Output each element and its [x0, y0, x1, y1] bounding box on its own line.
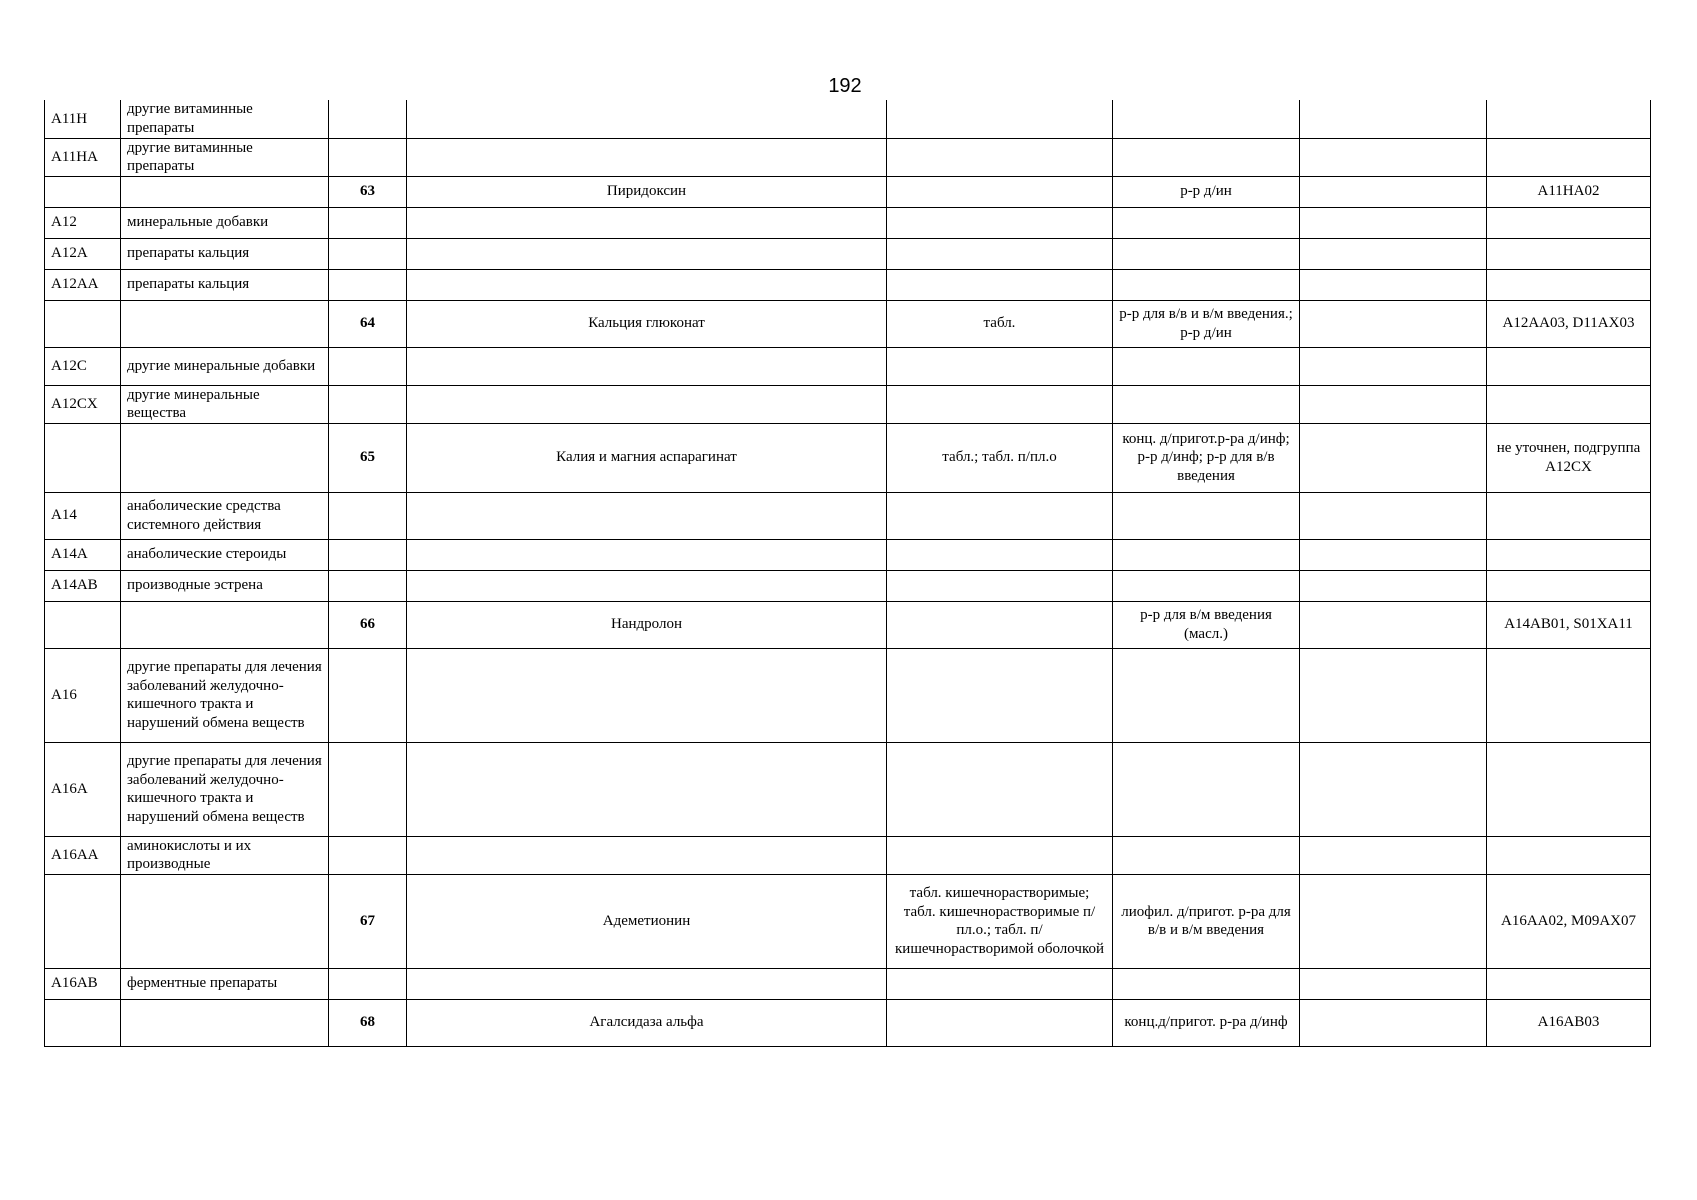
- atc-code-cell: [1487, 347, 1651, 385]
- table-row: [45, 385, 1651, 423]
- atc-code-cell: [1487, 385, 1651, 423]
- atc-group-code-cell: A14: [45, 492, 121, 539]
- item-number-cell: [329, 570, 407, 601]
- atc-code-cell: не уточнен, подгруппа A12CX: [1487, 423, 1651, 492]
- atc-code-cell: [1487, 648, 1651, 742]
- dosage-form-oral-cell: [887, 742, 1113, 836]
- group-name-cell: [121, 874, 329, 968]
- dosage-form-injection-cell: конц. д/пригот.р-ра д/инф; р-р д/инф; р-р для в/в введения: [1113, 423, 1300, 492]
- dosage-form-oral-cell: [887, 999, 1113, 1046]
- dosage-form-oral-cell: [887, 269, 1113, 300]
- dosage-form-injection-cell: [1113, 539, 1300, 570]
- item-number-cell: [329, 742, 407, 836]
- atc-code-cell: [1487, 836, 1651, 874]
- group-name-cell: другие препараты для лечения заболеваний желудочно-кишечного тракта и нарушений обмена веществ: [121, 648, 329, 742]
- dosage-form-injection-cell: р-р д/ин: [1113, 176, 1300, 207]
- dosage-form-injection-cell: [1113, 570, 1300, 601]
- dosage-form-oral-cell: табл. кишечнорастворимые; табл. кишечнорастворимые п/пл.о.; табл. п/кишечнорастворимой оболочкой: [887, 874, 1113, 968]
- atc-group-code-cell: A16A: [45, 742, 121, 836]
- atc-code-cell: [1487, 570, 1651, 601]
- dosage-form-other-cell: [1300, 968, 1487, 999]
- dosage-form-injection-cell: [1113, 207, 1300, 238]
- item-number-cell: [329, 138, 407, 176]
- page-number: 192: [828, 75, 862, 97]
- table-row: [45, 874, 1651, 968]
- dosage-form-oral-cell: [887, 176, 1113, 207]
- atc-code-cell: [1487, 492, 1651, 539]
- item-number-cell: [329, 968, 407, 999]
- drug-name-cell: Нандролон: [407, 601, 887, 648]
- dosage-form-injection-cell: [1113, 385, 1300, 423]
- table-row: [45, 539, 1651, 570]
- drug-name-cell: Пиридоксин: [407, 176, 887, 207]
- group-name-cell: [121, 176, 329, 207]
- dosage-form-oral-cell: [887, 968, 1113, 999]
- atc-code-cell: A16AA02, M09AX07: [1487, 874, 1651, 968]
- drug-name-cell: Агалсидаза альфа: [407, 999, 887, 1046]
- dosage-form-oral-cell: [887, 648, 1113, 742]
- drug-name-cell: [407, 648, 887, 742]
- dosage-form-injection-cell: [1113, 968, 1300, 999]
- dosage-form-injection-cell: [1113, 836, 1300, 874]
- table-row: [45, 968, 1651, 999]
- atc-group-code-cell: [45, 999, 121, 1046]
- atc-group-code-cell: A14AB: [45, 570, 121, 601]
- group-name-cell: минеральные добавки: [121, 207, 329, 238]
- atc-code-cell: [1487, 968, 1651, 999]
- drug-name-cell: [407, 238, 887, 269]
- atc-group-code-cell: A16AB: [45, 968, 121, 999]
- atc-code-cell: A12AA03, D11AX03: [1487, 300, 1651, 347]
- atc-code-cell: [1487, 238, 1651, 269]
- table-row: [45, 836, 1651, 874]
- atc-group-code-cell: [45, 300, 121, 347]
- group-name-cell: анаболические средства системного действия: [121, 492, 329, 539]
- dosage-form-oral-cell: [887, 539, 1113, 570]
- item-number-cell: 66: [329, 601, 407, 648]
- dosage-form-injection-cell: [1113, 238, 1300, 269]
- table-row: [45, 176, 1651, 207]
- dosage-form-other-cell: [1300, 207, 1487, 238]
- drug-name-cell: [407, 742, 887, 836]
- drug-table: [44, 100, 1651, 1047]
- table-row: [45, 570, 1651, 601]
- item-number-cell: [329, 539, 407, 570]
- dosage-form-other-cell: [1300, 176, 1487, 207]
- table-body: [45, 100, 1651, 1046]
- atc-code-cell: A16AB03: [1487, 999, 1651, 1046]
- item-number-cell: [329, 207, 407, 238]
- dosage-form-other-cell: [1300, 385, 1487, 423]
- table-row: [45, 492, 1651, 539]
- table-row: [45, 300, 1651, 347]
- item-number-cell: [329, 100, 407, 138]
- group-name-cell: другие витаминные препараты: [121, 138, 329, 176]
- dosage-form-injection-cell: р-р для в/м введения (масл.): [1113, 601, 1300, 648]
- dosage-form-injection-cell: [1113, 138, 1300, 176]
- dosage-form-oral-cell: [887, 836, 1113, 874]
- dosage-form-other-cell: [1300, 570, 1487, 601]
- group-name-cell: другие минеральные добавки: [121, 347, 329, 385]
- group-name-cell: [121, 601, 329, 648]
- dosage-form-other-cell: [1300, 138, 1487, 176]
- table-row: [45, 347, 1651, 385]
- item-number-cell: 67: [329, 874, 407, 968]
- dosage-form-oral-cell: [887, 347, 1113, 385]
- drug-name-cell: [407, 385, 887, 423]
- group-name-cell: [121, 300, 329, 347]
- dosage-form-oral-cell: [887, 238, 1113, 269]
- dosage-form-oral-cell: [887, 207, 1113, 238]
- dosage-form-other-cell: [1300, 601, 1487, 648]
- atc-code-cell: [1487, 742, 1651, 836]
- dosage-form-other-cell: [1300, 874, 1487, 968]
- atc-group-code-cell: A14A: [45, 539, 121, 570]
- dosage-form-oral-cell: [887, 601, 1113, 648]
- drug-name-cell: Калия и магния аспарагинат: [407, 423, 887, 492]
- item-number-cell: [329, 648, 407, 742]
- group-name-cell: производные эстрена: [121, 570, 329, 601]
- drug-name-cell: [407, 207, 887, 238]
- table-row: [45, 999, 1651, 1046]
- item-number-cell: [329, 347, 407, 385]
- atc-group-code-cell: A16AA: [45, 836, 121, 874]
- dosage-form-injection-cell: [1113, 100, 1300, 138]
- item-number-cell: 64: [329, 300, 407, 347]
- atc-group-code-cell: [45, 176, 121, 207]
- dosage-form-injection-cell: [1113, 648, 1300, 742]
- atc-group-code-cell: [45, 423, 121, 492]
- item-number-cell: [329, 385, 407, 423]
- dosage-form-injection-cell: конц.д/пригот. р-ра д/инф: [1113, 999, 1300, 1046]
- group-name-cell: аминокислоты и их производные: [121, 836, 329, 874]
- atc-code-cell: [1487, 539, 1651, 570]
- atc-group-code-cell: A11HA: [45, 138, 121, 176]
- dosage-form-other-cell: [1300, 648, 1487, 742]
- atc-code-cell: [1487, 269, 1651, 300]
- dosage-form-injection-cell: р-р для в/в и в/м введения.; р-р д/ин: [1113, 300, 1300, 347]
- table-row: [45, 238, 1651, 269]
- dosage-form-other-cell: [1300, 742, 1487, 836]
- table-row: [45, 423, 1651, 492]
- atc-group-code-cell: A12A: [45, 238, 121, 269]
- atc-code-cell: [1487, 100, 1651, 138]
- dosage-form-oral-cell: [887, 100, 1113, 138]
- drug-name-cell: [407, 968, 887, 999]
- dosage-form-oral-cell: табл.: [887, 300, 1113, 347]
- atc-group-code-cell: [45, 874, 121, 968]
- dosage-form-injection-cell: [1113, 347, 1300, 385]
- group-name-cell: ферментные препараты: [121, 968, 329, 999]
- dosage-form-oral-cell: [887, 385, 1113, 423]
- group-name-cell: [121, 999, 329, 1046]
- dosage-form-other-cell: [1300, 999, 1487, 1046]
- drug-name-cell: [407, 269, 887, 300]
- dosage-form-oral-cell: табл.; табл. п/пл.о: [887, 423, 1113, 492]
- group-name-cell: препараты кальция: [121, 269, 329, 300]
- group-name-cell: другие препараты для лечения заболеваний желудочно-кишечного тракта и нарушений обмена веществ: [121, 742, 329, 836]
- item-number-cell: 65: [329, 423, 407, 492]
- dosage-form-oral-cell: [887, 570, 1113, 601]
- drug-name-cell: [407, 836, 887, 874]
- dosage-form-injection-cell: [1113, 492, 1300, 539]
- table-row: [45, 601, 1651, 648]
- atc-code-cell: A14AB01, S01XA11: [1487, 601, 1651, 648]
- dosage-form-other-cell: [1300, 347, 1487, 385]
- dosage-form-other-cell: [1300, 238, 1487, 269]
- group-name-cell: анаболические стероиды: [121, 539, 329, 570]
- item-number-cell: [329, 492, 407, 539]
- dosage-form-injection-cell: [1113, 742, 1300, 836]
- item-number-cell: [329, 238, 407, 269]
- atc-group-code-cell: A12CX: [45, 385, 121, 423]
- dosage-form-injection-cell: лиофил. д/пригот. р-ра для в/в и в/м введения: [1113, 874, 1300, 968]
- drug-name-cell: Адеметионин: [407, 874, 887, 968]
- table-row: [45, 269, 1651, 300]
- dosage-form-other-cell: [1300, 492, 1487, 539]
- atc-group-code-cell: A12C: [45, 347, 121, 385]
- atc-code-cell: [1487, 138, 1651, 176]
- group-name-cell: препараты кальция: [121, 238, 329, 269]
- atc-group-code-cell: A12: [45, 207, 121, 238]
- dosage-form-other-cell: [1300, 423, 1487, 492]
- item-number-cell: 63: [329, 176, 407, 207]
- drug-name-cell: [407, 138, 887, 176]
- table-row: [45, 207, 1651, 238]
- drug-name-cell: [407, 539, 887, 570]
- drug-name-cell: [407, 492, 887, 539]
- atc-code-cell: [1487, 207, 1651, 238]
- atc-code-cell: A11HA02: [1487, 176, 1651, 207]
- group-name-cell: другие витаминные препараты: [121, 100, 329, 138]
- atc-group-code-cell: [45, 601, 121, 648]
- item-number-cell: [329, 836, 407, 874]
- drug-name-cell: [407, 347, 887, 385]
- atc-group-code-cell: A16: [45, 648, 121, 742]
- dosage-form-oral-cell: [887, 492, 1113, 539]
- item-number-cell: 68: [329, 999, 407, 1046]
- dosage-form-other-cell: [1300, 100, 1487, 138]
- group-name-cell: другие минеральные вещества: [121, 385, 329, 423]
- atc-group-code-cell: A12AA: [45, 269, 121, 300]
- table-row: [45, 100, 1651, 138]
- dosage-form-injection-cell: [1113, 269, 1300, 300]
- table-row: [45, 742, 1651, 836]
- atc-group-code-cell: A11H: [45, 100, 121, 138]
- table-row: [45, 138, 1651, 176]
- dosage-form-other-cell: [1300, 269, 1487, 300]
- drug-name-cell: [407, 100, 887, 138]
- dosage-form-other-cell: [1300, 539, 1487, 570]
- dosage-form-oral-cell: [887, 138, 1113, 176]
- dosage-form-other-cell: [1300, 836, 1487, 874]
- drug-name-cell: Кальция глюконат: [407, 300, 887, 347]
- table-row: [45, 648, 1651, 742]
- item-number-cell: [329, 269, 407, 300]
- drug-name-cell: [407, 570, 887, 601]
- dosage-form-other-cell: [1300, 300, 1487, 347]
- group-name-cell: [121, 423, 329, 492]
